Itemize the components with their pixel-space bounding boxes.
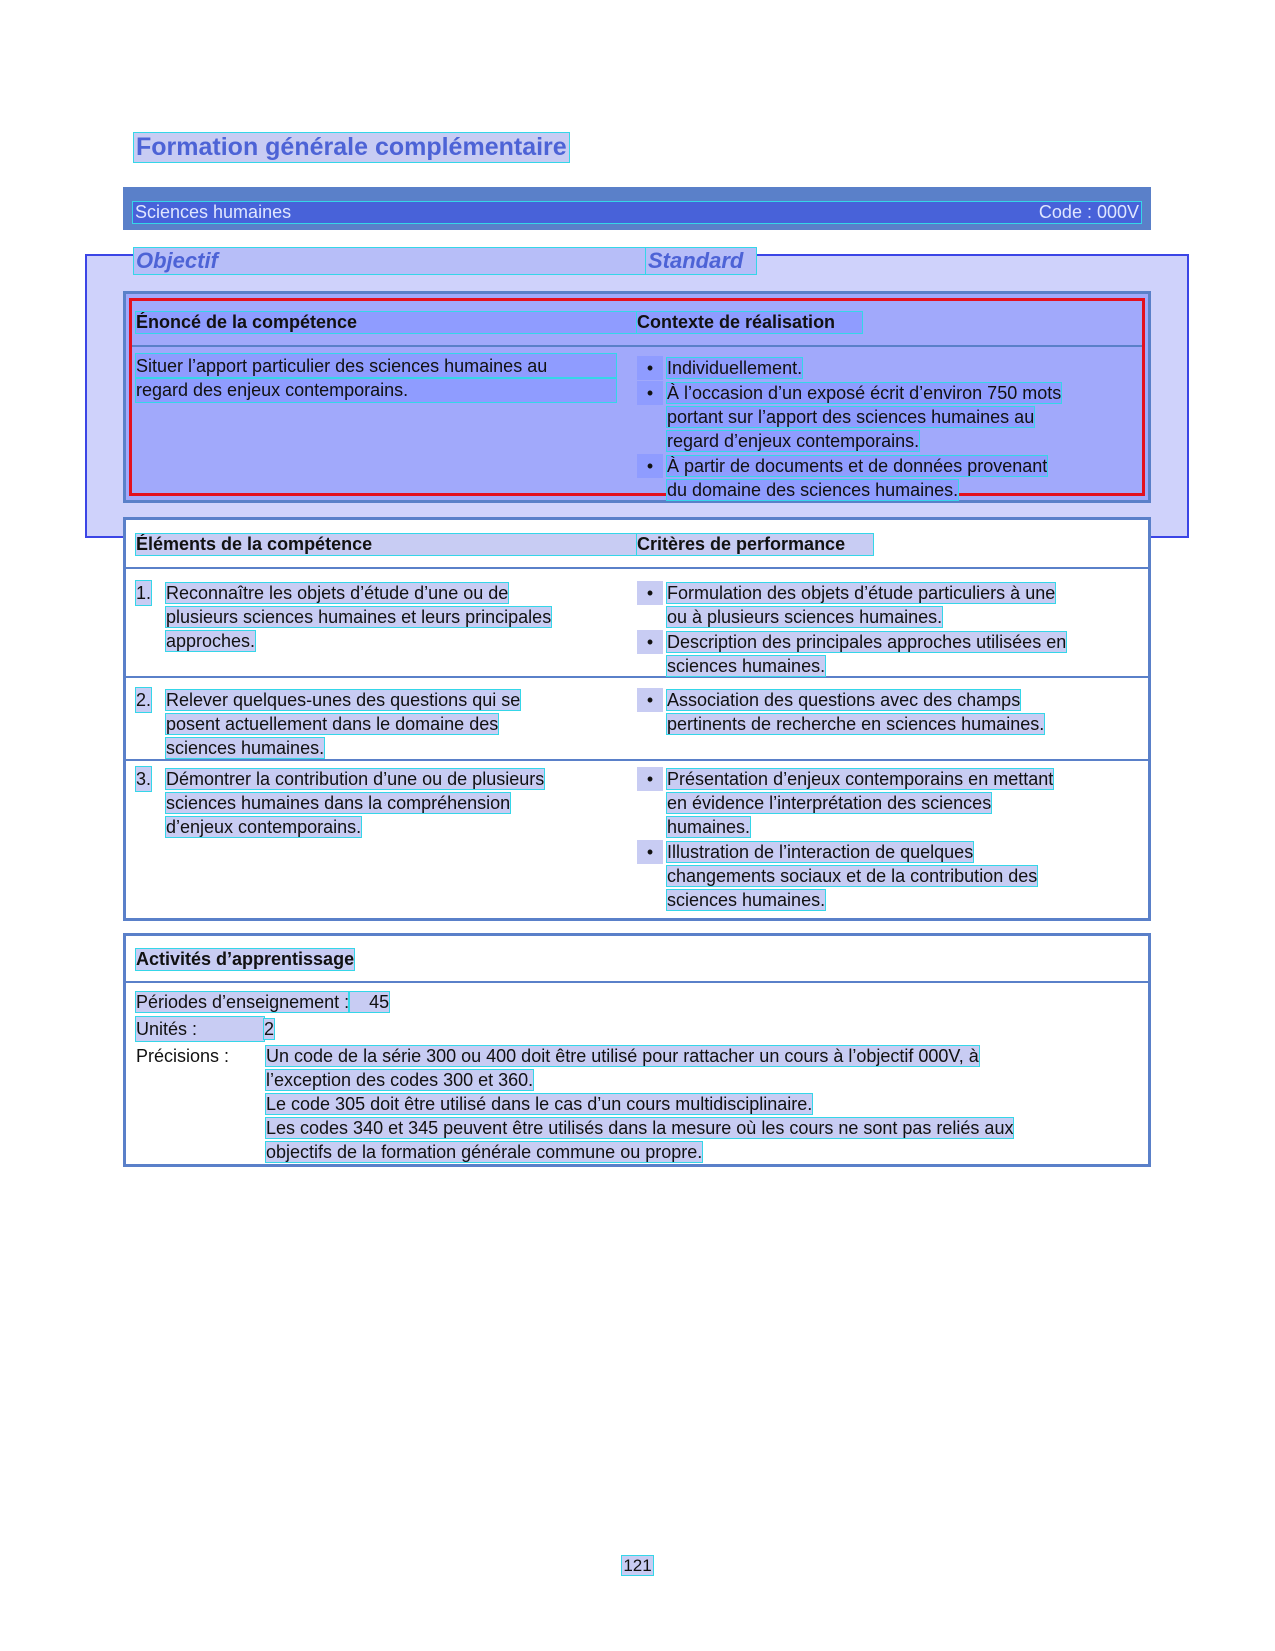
table-row — [126, 761, 1148, 918]
enonce-left-header: Énoncé de la compétence — [136, 312, 636, 333]
activites-box — [123, 933, 1151, 1167]
element-item: 1. Reconnaître les objets d’étude d’une ou de plusieurs sciences humaines et leurs principales approches. — [136, 583, 552, 651]
elements-left-header: Éléments de la compétence — [136, 534, 636, 555]
table-row — [126, 678, 1148, 761]
criteria-item: • Formulation des objets d’étude particuliers à une ou à plusieurs sciences humaines. — [637, 581, 1138, 629]
criteria-item: • Association des questions avec des champs pertinents de recherche en sciences humaines. — [637, 688, 1138, 736]
periodes-line — [136, 990, 389, 1014]
objectif-heading: Objectif — [134, 248, 650, 274]
periodes-value: 45 — [349, 992, 389, 1012]
enonce-line: regard des enjeux contemporains. — [136, 378, 616, 402]
criteria-item: • Description des principales approches utilisées en sciences humaines. — [637, 630, 1138, 678]
periodes-label: Périodes d’enseignement : — [136, 992, 350, 1012]
contexte-list — [637, 356, 1138, 503]
subject-bar — [123, 187, 1151, 230]
criteria-item: • Illustration de l’interaction de quelques changements sociaux et de la contribution des sciences humaines. — [637, 840, 1138, 912]
elements-box — [123, 517, 1151, 921]
precisions-text: Un code de la série 300 ou 400 doit être utilisé pour rattacher un cours à l’objectif 000V, à l’exception des codes 300 et 360. Le code 305 doit être utilisé dans le cas d’un cours multidisciplinaire. Les codes 340 et 345 peuvent être utilisés dans la mesure où les cours ne sont pas reliés aux objectifs de la formation générale commune ou propre. — [266, 1046, 1014, 1162]
precisions-label: Précisions : — [136, 1046, 230, 1066]
unites-value: 2 — [264, 1019, 275, 1039]
activites-header: Activités d’apprentissage — [136, 949, 355, 969]
enonce-statement — [136, 354, 616, 402]
elements-header-row — [126, 520, 1148, 569]
element-item: 3. Démontrer la contribution d’une ou de plusieurs sciences humaines dans la compréhension d’enjeux contemporains. — [136, 769, 545, 837]
enonce-right-header: Contexte de réalisation — [637, 312, 862, 333]
contexte-item: • Individuellement. — [637, 356, 1138, 380]
subject-name: Sciences humaines — [135, 202, 292, 222]
contexte-item: • À l’occasion d’un exposé écrit d’environ 750 mots portant sur l’apport des sciences humaines au regard d’enjeux contemporains. — [637, 381, 1138, 453]
enonce-line: Situer l’apport particulier des sciences humaines au — [136, 354, 616, 378]
activites-header-row — [126, 936, 1148, 983]
standard-heading: Standard — [646, 248, 756, 274]
enonce-header-row — [132, 298, 1142, 347]
elements-right-header: Critères de performance — [637, 534, 873, 555]
page-title: Formation générale complémentaire — [136, 133, 567, 161]
unites-line — [136, 1017, 274, 1041]
page-number: 121 — [623, 1556, 652, 1575]
unites-label: Unités : — [136, 1017, 264, 1041]
enonce-box — [123, 291, 1151, 503]
subject-code: Code : 000V — [1038, 202, 1139, 222]
criteria-item: • Présentation d’enjeux contemporains en mettant en évidence l’interprétation des sciences humaines. — [637, 767, 1138, 839]
element-item: 2. Relever quelques-unes des questions qui se posent actuellement dans le domaine des sciences humaines. — [136, 690, 521, 758]
contexte-item: • À partir de documents et de données provenant du domaine des sciences humaines. — [637, 454, 1138, 502]
table-row — [126, 569, 1148, 678]
